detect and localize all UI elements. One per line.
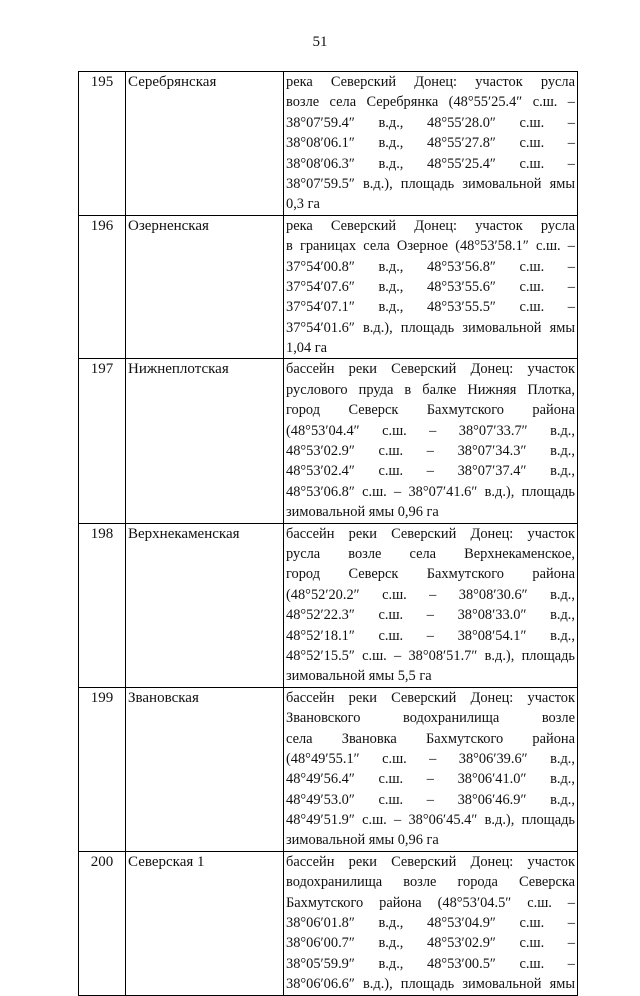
description-line: 38°07′59.4″ в.д., 48°55′28.0″ с.ш. – [286, 114, 575, 131]
description-line: (48°49′55.1″ с.ш. – 38°06′39.6″ в.д., [286, 750, 575, 767]
pit-name: Озерненская [126, 215, 284, 359]
pit-location-description [284, 215, 578, 359]
description-line: река Северский Донец: участок русла [286, 74, 575, 90]
description-line: 38°07′59.5″ в.д.), площадь зимовальной ямы [286, 175, 575, 192]
table-row [79, 851, 578, 995]
description-line: бассейн реки Северский Донец: участок [286, 689, 575, 706]
description-line: 38°06′00.7″ в.д., 48°53′02.9″ с.ш. – [286, 935, 575, 952]
pit-name: Серебрянская [126, 72, 284, 216]
description-line: 48°52′18.1″ с.ш. – 38°08′54.1″ в.д., [286, 627, 575, 644]
description-line: 38°06′01.8″ в.д., 48°53′04.9″ с.ш. – [286, 915, 575, 932]
description-line: зимовальной ямы 5,5 га [286, 668, 432, 685]
description-line: 37°54′01.6″ в.д.), площадь зимовальной ямы [286, 319, 575, 336]
row-number: 197 [79, 359, 126, 523]
description-line: 38°08′06.3″ в.д., 48°55′25.4″ с.ш. – [286, 155, 575, 172]
pit-location-description [284, 687, 578, 851]
row-number: 200 [79, 851, 126, 995]
description-line: 37°54′07.1″ в.д., 48°53′55.5″ с.ш. – [286, 299, 575, 316]
description-line: бассейн реки Северский Донец: участок [286, 361, 575, 378]
description-line: 38°06′06.6″ в.д.), площадь зимовальной ямы [286, 976, 575, 993]
page-number: 51 [312, 34, 328, 50]
description-line: 48°49′56.4″ с.ш. – 38°06′41.0″ в.д., [286, 771, 575, 788]
wintering-pits-table [78, 71, 578, 996]
table-row [79, 72, 578, 216]
description-line: бассейн реки Северский Донец: участок [286, 853, 575, 870]
pit-name: Верхнекаменская [126, 523, 284, 687]
description-line: зимовальной ямы 0,96 га [286, 504, 439, 521]
description-line: город Северск Бахмутского района [286, 566, 575, 583]
description-line: 1,04 га [286, 340, 328, 357]
description-line: 48°49′51.9″ с.ш. – 38°06′45.4″ в.д.), площадь [286, 812, 575, 829]
description-line: села Звановка Бахмутского района [286, 730, 575, 747]
description-line: русла возле села Верхнекаменское, [286, 545, 575, 562]
description-line: 48°53′06.8″ с.ш. – 38°07′41.6″ в.д.), площадь [286, 483, 575, 500]
description-line: руслового пруда в балке Нижняя Плотка, [286, 381, 575, 398]
description-line: 48°53′02.4″ с.ш. – 38°07′37.4″ в.д., [286, 463, 575, 480]
description-line: 0,3 га [286, 196, 320, 213]
description-line: 37°54′07.6″ в.д., 48°53′55.6″ с.ш. – [286, 278, 575, 295]
description-line: 48°49′53.0″ с.ш. – 38°06′46.9″ в.д., [286, 791, 575, 808]
description-line: 38°05′59.9″ в.д., 48°53′00.5″ с.ш. – [286, 955, 575, 972]
row-number: 198 [79, 523, 126, 687]
description-line: 48°52′22.3″ с.ш. – 38°08′33.0″ в.д., [286, 607, 575, 624]
table-row [79, 359, 578, 523]
description-line: водохранилища возле города Северска [286, 874, 575, 891]
table-row [79, 687, 578, 851]
pit-location-description [284, 851, 578, 995]
pit-name: Нижнеплотская [126, 359, 284, 523]
description-line: 48°52′15.5″ с.ш. – 38°08′51.7″ в.д.), площадь [286, 647, 575, 664]
description-line: 37°54′00.8″ в.д., 48°53′56.8″ с.ш. – [286, 258, 575, 275]
row-number: 196 [79, 215, 126, 359]
description-line: Бахмутского района (48°53′04.5″ с.ш. – [286, 894, 575, 911]
pit-location-description [284, 72, 578, 216]
description-line: бассейн реки Северский Донец: участок [286, 525, 575, 542]
pit-location-description [284, 523, 578, 687]
description-line: 38°08′06.1″ в.д., 48°55′27.8″ с.ш. – [286, 135, 575, 152]
description-line: река Северский Донец: участок русла [286, 217, 575, 234]
pit-location-description [284, 359, 578, 523]
description-line: в границах села Озерное (48°53′58.1″ с.ш. – [286, 238, 575, 255]
row-number: 195 [79, 72, 126, 216]
pit-name: Северская 1 [126, 851, 284, 995]
description-line: (48°52′20.2″ с.ш. – 38°08′30.6″ в.д., [286, 586, 575, 603]
table-row [79, 523, 578, 687]
description-line: Звановского водохранилища возле [286, 710, 575, 727]
pit-name: Звановская [126, 687, 284, 851]
description-line: зимовальной ямы 0,96 га [286, 832, 439, 849]
description-line: 48°53′02.9″ с.ш. – 38°07′34.3″ в.д., [286, 443, 575, 460]
description-line: (48°53′04.4″ с.ш. – 38°07′33.7″ в.д., [286, 422, 575, 439]
description-line: возле села Серебрянка (48°55′25.4″ с.ш. – [286, 94, 575, 111]
row-number: 199 [79, 687, 126, 851]
table-row [79, 215, 578, 359]
description-line: город Северск Бахмутского района [286, 402, 575, 419]
